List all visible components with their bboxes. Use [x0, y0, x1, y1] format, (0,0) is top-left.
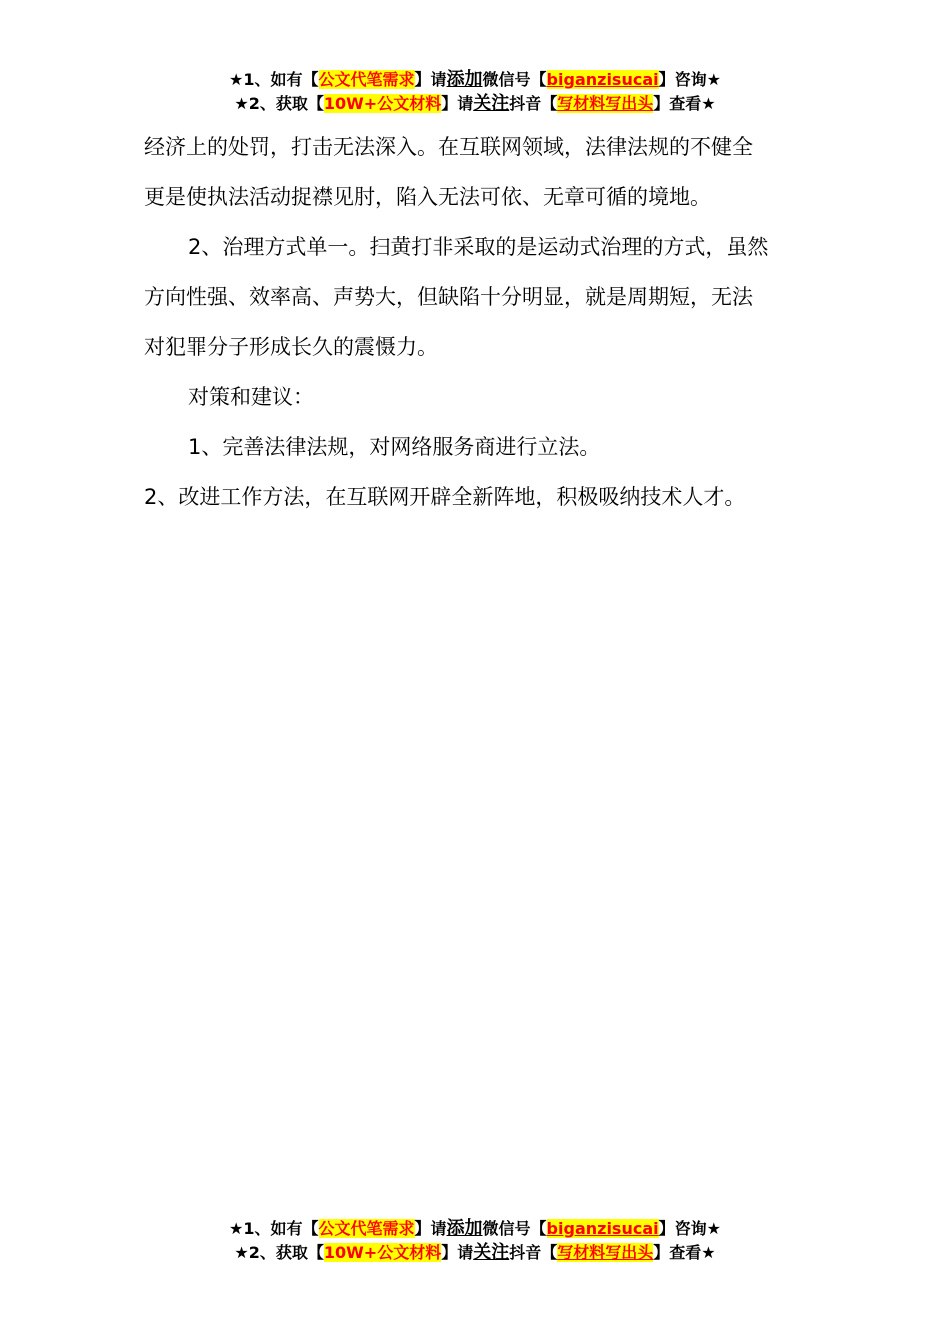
- promo-line-2: [0, 1241, 950, 1265]
- document-body: [144, 122, 814, 522]
- promo-text: 抖音【: [509, 94, 558, 113]
- body-line: 更是使执法活动捉襟见肘，陷入无法可依、无章可循的境地。: [144, 185, 711, 209]
- promo-text: 】咨询★: [658, 70, 721, 89]
- footer-promo-banner: [0, 1217, 950, 1265]
- promo-text: ★2、获取【: [234, 94, 324, 113]
- promo-emphasis: 添加: [446, 69, 483, 90]
- promo-douyin-id: 写材料写出头: [557, 94, 654, 113]
- promo-highlight: 公文代笔需求: [318, 70, 415, 89]
- promo-highlight: 10W+公文材料: [323, 1243, 442, 1262]
- promo-text: 微信号【: [482, 1219, 547, 1238]
- promo-text: 】咨询★: [658, 1219, 721, 1238]
- promo-emphasis: 添加: [446, 1218, 483, 1239]
- promo-wechat-id: biganzisucai: [546, 1219, 659, 1238]
- promo-emphasis: 关注: [473, 93, 510, 114]
- body-line: 方向性强、效率高、声势大，但缺陷十分明显，就是周期短，无法: [144, 285, 753, 309]
- body-line: 2、改进工作方法，在互联网开辟全新阵地，积极吸纳技术人才。: [144, 485, 746, 509]
- promo-text: 】请: [441, 1243, 474, 1262]
- promo-line-2: [0, 92, 950, 116]
- promo-highlight: 10W+公文材料: [323, 94, 442, 113]
- promo-text: 抖音【: [509, 1243, 558, 1262]
- body-line: 经济上的处罚，打击无法深入。在互联网领域，法律法规的不健全: [144, 135, 753, 159]
- section-heading: 对策和建议：: [188, 385, 314, 409]
- body-line: 1、完善法律法规，对网络服务商进行立法。: [188, 435, 601, 459]
- promo-douyin-id: 写材料写出头: [557, 1243, 654, 1262]
- promo-text: 】查看★: [653, 1243, 716, 1262]
- promo-text: ★2、获取【: [234, 1243, 324, 1262]
- promo-text: 】请: [441, 94, 474, 113]
- promo-highlight: 公文代笔需求: [318, 1219, 415, 1238]
- promo-line-1: [0, 1217, 950, 1241]
- promo-text: 】查看★: [653, 94, 716, 113]
- promo-text: ★1、如有【: [229, 70, 319, 89]
- promo-emphasis: 关注: [473, 1242, 510, 1263]
- promo-line-1: [0, 68, 950, 92]
- header-promo-banner: [0, 68, 950, 116]
- promo-text: 】请: [414, 70, 447, 89]
- promo-wechat-id: biganzisucai: [546, 70, 659, 89]
- body-line: 2、治理方式单一。扫黄打非采取的是运动式治理的方式，虽然: [188, 235, 769, 259]
- body-line: 对犯罪分子形成长久的震慑力。: [144, 335, 438, 359]
- promo-text: 微信号【: [482, 70, 547, 89]
- promo-text: ★1、如有【: [229, 1219, 319, 1238]
- promo-text: 】请: [414, 1219, 447, 1238]
